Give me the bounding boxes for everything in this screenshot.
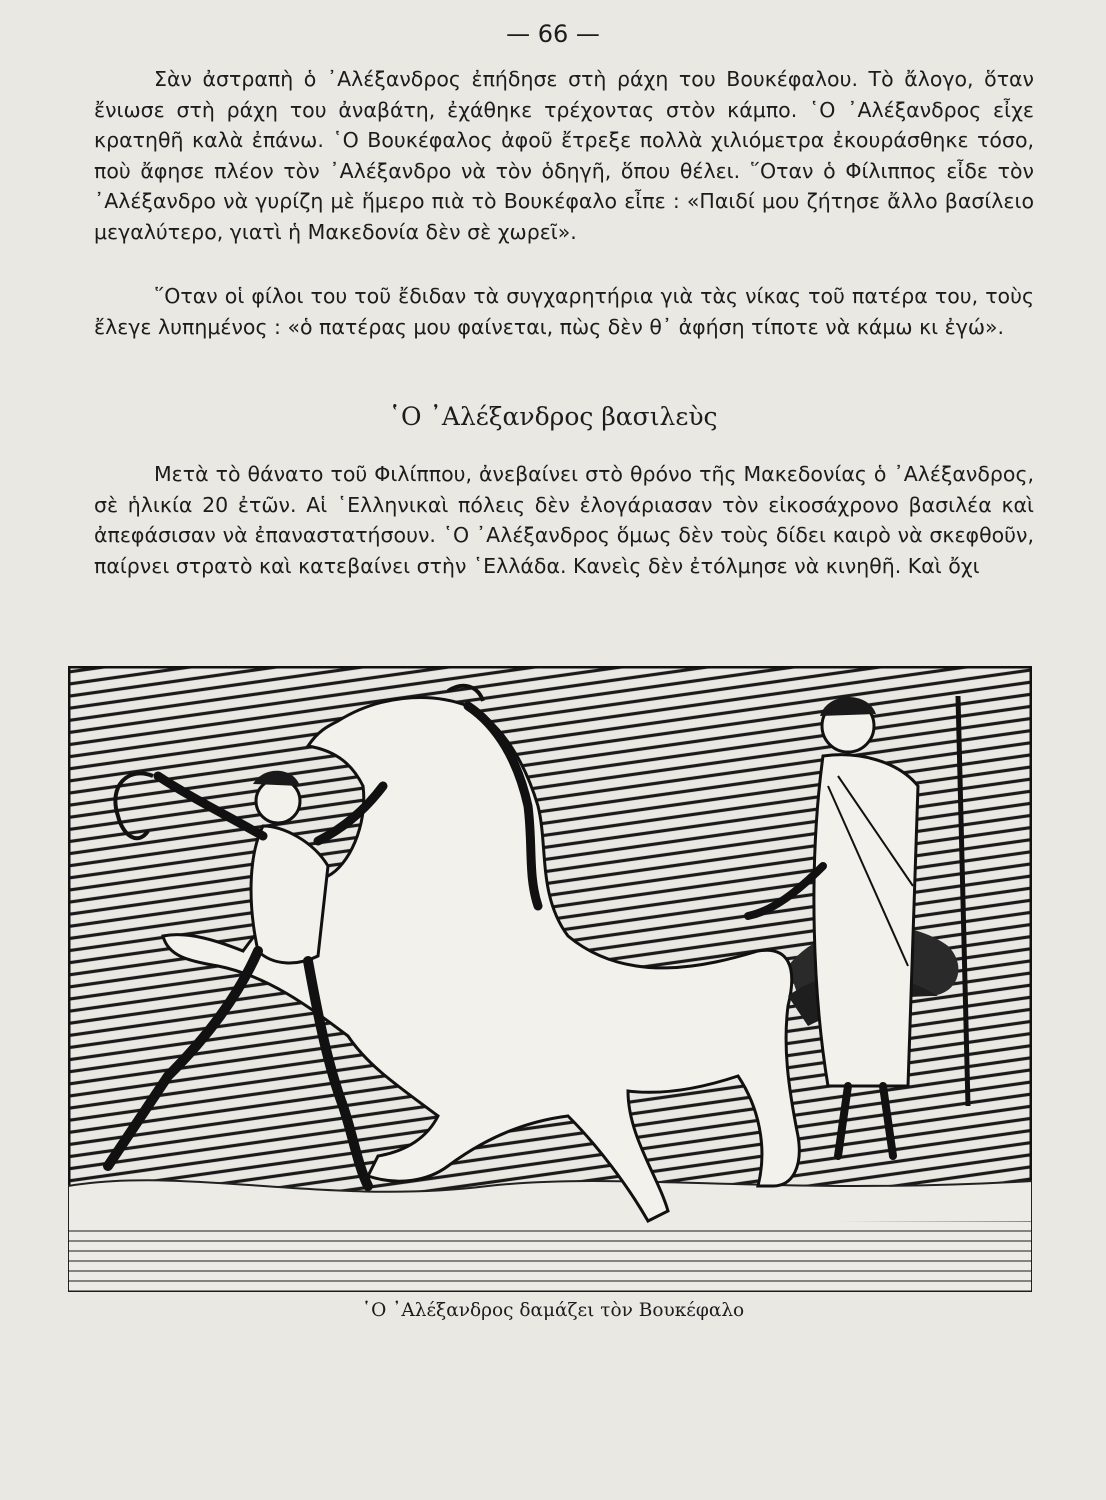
page-number: — 66 — (506, 20, 600, 48)
section-title: ῾Ο ᾿Αλέξανδρος βασιλεὺς (388, 402, 718, 431)
illustration-alexander-taming-bucephalus (68, 666, 1032, 1292)
paragraph-bucephalus-ride: Σὰν ἀστραπὴ ὁ ᾿Αλέξανδρος ἐπήδησε στὴ ράχη του Βουκέφαλου. Τὸ ἄλογο, ὅταν ἔνιωσε στὴ ράχη του ἀναβάτη, ἐχάθηκε τρέχοντας στὸν κάμπο. ῾Ο ᾿Αλέξανδρος εἶχε κρατηθῆ καλὰ ἐπάνω. ῾Ο Βουκέφαλος ἀφοῦ ἔτρεξε πολλὰ χιλιόμετρα ἐκουράσθηκε τόσο, ποὺ ἄφησε πλέον τὸν ᾿Αλέξανδρο νὰ τὸν ὁδηγῆ, ὅπου θέλει. ῞Οταν ὁ Φίλιππος εἶδε τὸν ᾿Αλέξανδρο νὰ γυρίζη μὲ ἥμερο πιὰ τὸ Βουκέφαλο εἶπε : «Παιδί μου ζήτησε ἄλλο βασίλειο μεγαλύτερο, γιατὶ ἡ Μακεδονία δὲν σὲ χωρεῖ». (94, 67, 1034, 244)
ground-shading (68, 1221, 1032, 1292)
illustration-caption: ῾Ο ᾿Αλέξανδρος δαμάζει τὸν Βουκέφαλο (361, 1300, 745, 1321)
paragraph-alexander-king: Μετὰ τὸ θάνατο τοῦ Φιλίππου, ἀνεβαίνει στὸ θρόνο τῆς Μακεδονίας ὁ ᾿Αλέξανδρος, σὲ ἡλικία 20 ἐτῶν. Αἱ ῾Ελληνικαὶ πόλεις δὲν ἐλογάριασαν τὸν εἰκοσάχρονο βασιλέα καὶ ἀπεφάσισαν νὰ ἐπαναστατήσουν. ῾Ο ᾿Αλέξανδρος ὅμως δὲν τοὺς δίδει καιρὸ νὰ σκεφθοῦν, παίρνει στρατὸ καὶ κατεβαίνει στὴν ῾Ελλάδα. Κανεὶς δὲν ἐτόλμησε νὰ κινηθῆ. Καὶ ὄχι (94, 462, 1034, 578)
paragraph-friends-congratulations: ῞Οταν οἱ φίλοι του τοῦ ἔδιδαν τὰ συγχαρητήρια γιὰ τὰς νίκας τοῦ πατέρα του, τοὺς ἔλεγε λυπημένος : «ὁ πατέρας μου φαίνεται, πὼς δὲν θ᾿ ἀφήση τίποτε νὰ κάμω κι ἐγώ». (94, 284, 1034, 339)
